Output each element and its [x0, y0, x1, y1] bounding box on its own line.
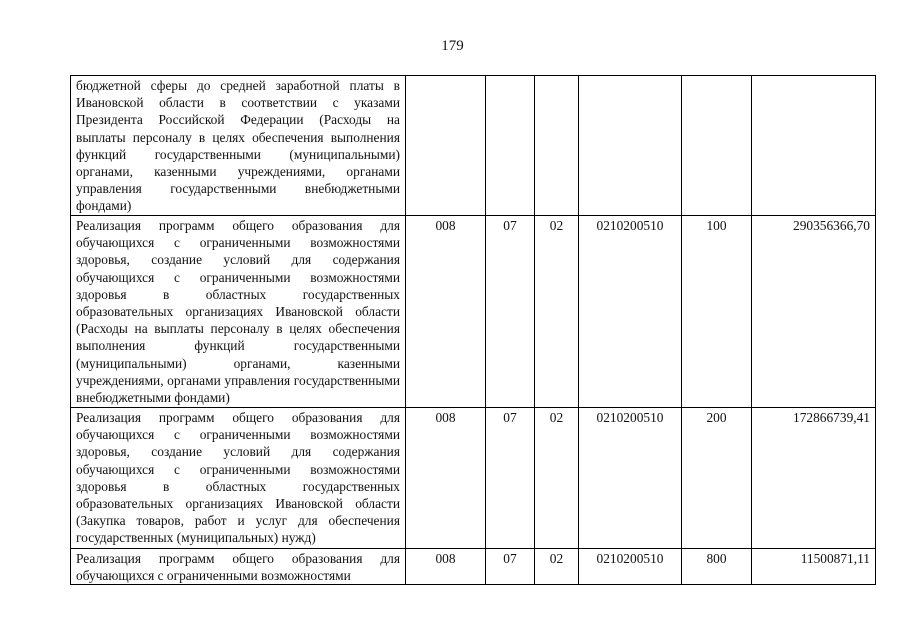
section-code	[486, 76, 535, 216]
target-article-code: 0210200510	[579, 216, 682, 408]
ministry-code: 008	[406, 408, 486, 549]
target-article-code: 0210200510	[579, 549, 682, 585]
ministry-code: 008	[406, 216, 486, 408]
row-description: Реализация программ общего образования для обучающихся с ограниченными возможностями здоровья, создание условий для содержания обучающихся с ограниченными возможностями здоровья в областных государственных образовательных организациях Ивановской области (Расходы на выплаты персоналу в целях обеспечения выполнения функций государственными (муниципальными) органами, казенными учреждениями, органами управления государственными внебюджетными фондами)	[71, 216, 406, 408]
budget-table	[70, 75, 876, 585]
table-row	[71, 76, 876, 216]
expense-type-code: 200	[682, 408, 752, 549]
section-code: 07	[486, 216, 535, 408]
expense-type-code: 800	[682, 549, 752, 585]
expense-type-code	[682, 76, 752, 216]
subsection-code	[535, 76, 579, 216]
section-code: 07	[486, 549, 535, 585]
table-row	[71, 549, 876, 585]
amount: 290356366,70	[752, 216, 876, 408]
expense-type-code: 100	[682, 216, 752, 408]
row-description: бюджетной сферы до средней заработной платы в Ивановской области в соответствии с указами Президента Российской Федерации (Расходы на выплаты персоналу в целях обеспечения выполнения функций государственными (муниципальными) органами, казенными учреждениями, органами управления государственными внебюджетными фондами)	[71, 76, 406, 216]
page-number: 179	[441, 38, 464, 54]
amount	[752, 76, 876, 216]
target-article-code	[579, 76, 682, 216]
subsection-code: 02	[535, 216, 579, 408]
ministry-code: 008	[406, 549, 486, 585]
subsection-code: 02	[535, 408, 579, 549]
table-row	[71, 216, 876, 408]
section-code: 07	[486, 408, 535, 549]
target-article-code: 0210200510	[579, 408, 682, 549]
table-row	[71, 408, 876, 549]
amount: 172866739,41	[752, 408, 876, 549]
ministry-code	[406, 76, 486, 216]
row-description: Реализация программ общего образования для обучающихся с ограниченными возможностями здоровья, создание условий для содержания обучающихся с ограниченными возможностями здоровья в областных государственных образовательных организациях Ивановской области (Закупка товаров, работ и услуг для обеспечения государственных (муниципальных) нужд)	[71, 408, 406, 549]
row-description: Реализация программ общего образования для обучающихся с ограниченными возможностями	[71, 549, 406, 585]
subsection-code: 02	[535, 549, 579, 585]
amount: 11500871,11	[752, 549, 876, 585]
